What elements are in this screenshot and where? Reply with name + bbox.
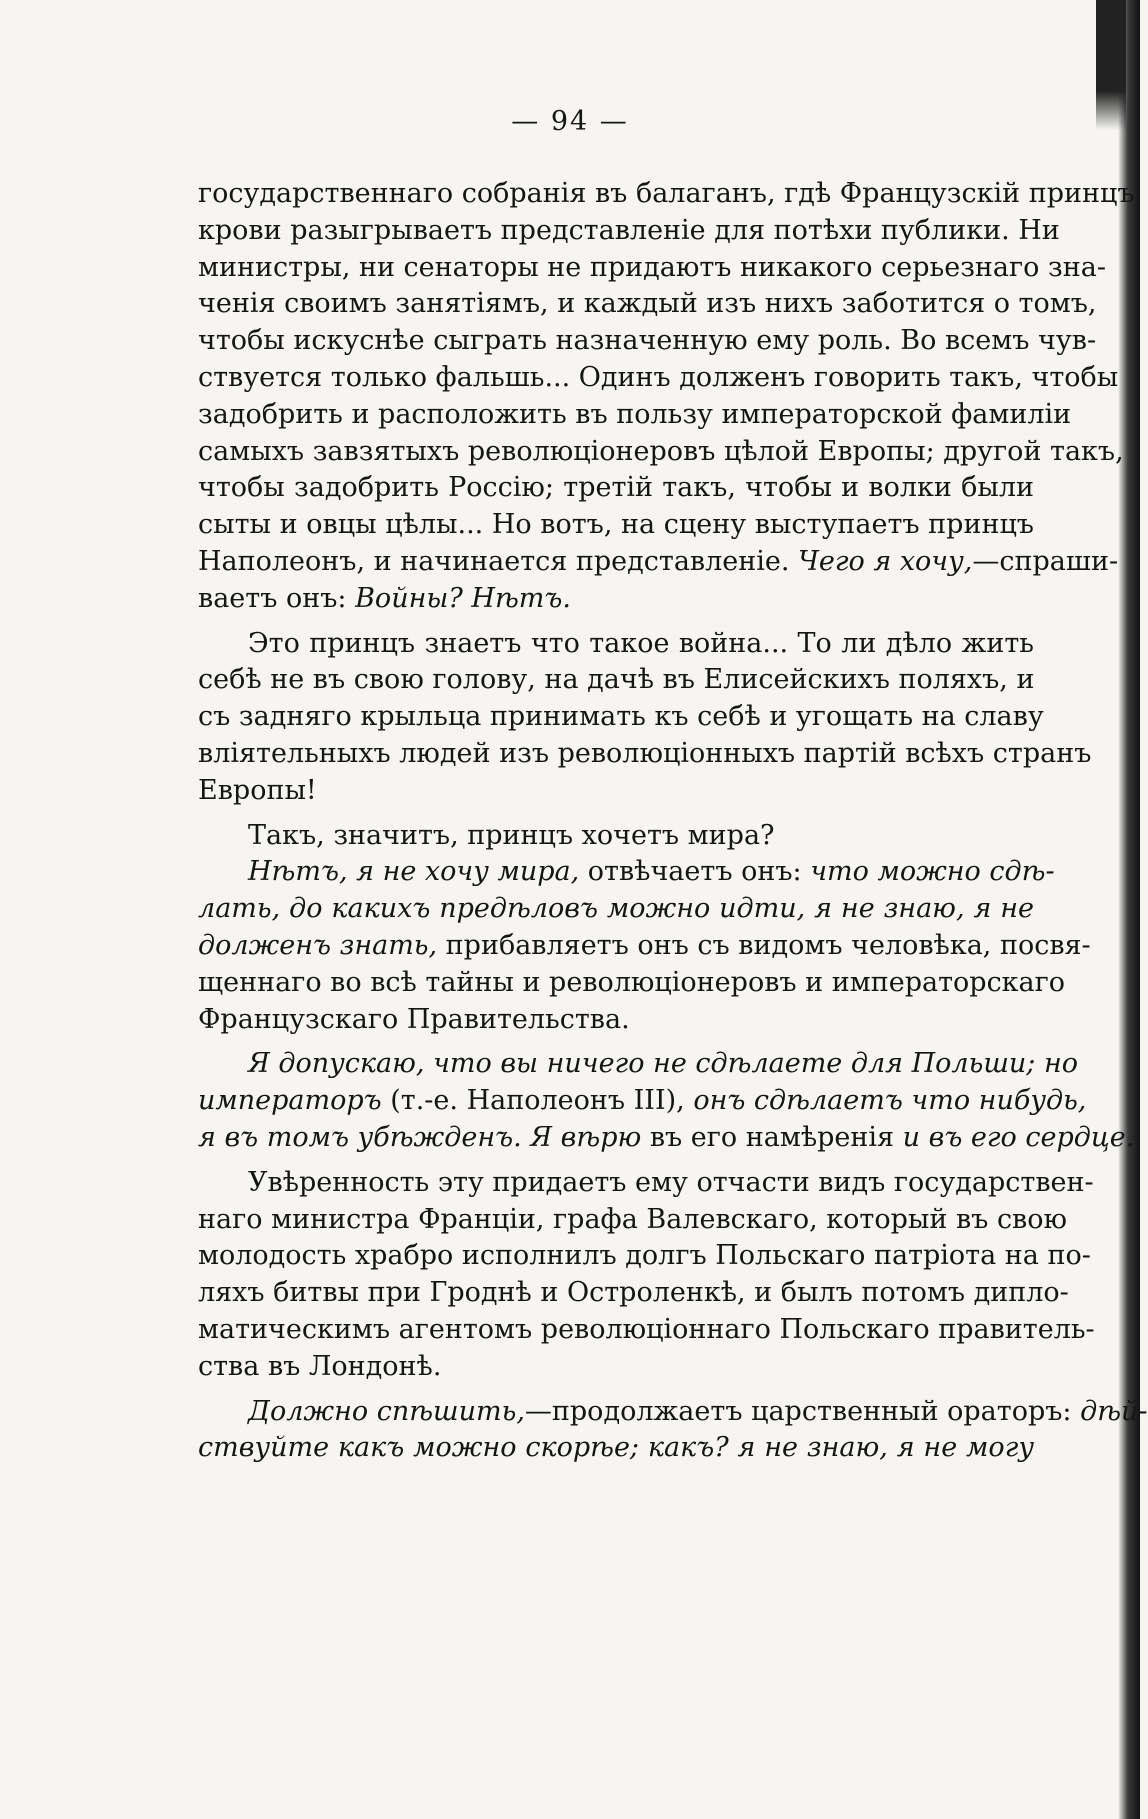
text-line: себѣ не въ свою голову, на дачѣ въ Елисейскихъ поляхъ, и [198,664,1035,696]
text-line: Нѣтъ, я не хочу мира, отвѣчаетъ онъ: что можно сдѣ- [248,856,1055,888]
text-line: крови разыгрываетъ представленіе для потѣхи публики. Ни [198,214,1060,246]
text-line: самыхъ завзятыхъ революціонеровъ цѣлой Европы; другой такъ, [198,435,1124,467]
text-line: чтобы искуснѣе сыграть назначенную ему роль. Во всемъ чув- [198,325,1097,357]
text-line: долженъ знать, прибавляетъ онъ съ видомъ человѣка, посвя- [198,929,1091,961]
text-line: ляхъ битвы при Гроднѣ и Остроленкѣ, и былъ потомъ дипло- [198,1277,1069,1309]
text-line: ваетъ онъ: Войны? Нѣтъ. [198,582,571,614]
text-line: я въ томъ убѣжденъ. Я вѣрю въ его намѣренія и въ его сердце. [198,1121,1135,1153]
text-line: лать, до какихъ предѣловъ можно идти, я не знаю, я не [198,893,1034,925]
text-line: Я допускаю, что вы ничего не сдѣлаете для Польши; но [248,1048,1079,1080]
text-line: ствуется только фальшь... Одинъ долженъ говорить такъ, чтобы [198,361,1119,393]
text-line: ствуйте какъ можно скорѣе; какъ? я не знаю, я не могу [198,1432,1034,1464]
page-edge-shadow [1118,0,1140,1819]
page-number: — 94 — [511,106,629,137]
body-text [198,176,1148,1467]
text-line: императоръ (т.-е. Наполеонъ III), онъ сдѣлаетъ что нибудь, [198,1085,1087,1117]
text-line: Такъ, значитъ, принцъ хочетъ мира? [248,819,775,851]
text-line: наго министра Франціи, графа Валевскаго, который въ свою [198,1203,1068,1235]
text-line: съ задняго крыльца принимать къ себѣ и угощать на славу [198,701,1044,733]
text-line: сыты и овцы цѣлы... Но вотъ, на сцену выступаетъ принцъ [198,509,1034,541]
text-line: задобрить и расположить въ пользу императорской фамиліи [198,398,1072,430]
text-line: матическимъ агентомъ революціоннаго Польскаго правитель- [198,1313,1095,1345]
text-line: щеннаго во всѣ тайны и революціонеровъ и императорскаго [198,966,1066,998]
text-line: вліятельныхъ людей изъ революціонныхъ партій всѣхъ странъ [198,737,1092,769]
text-line: ства въ Лондонѣ. [198,1350,442,1382]
text-line: чтобы задобрить Россію; третій такъ, чтобы и волки были [198,472,1034,504]
text-line: государственнаго собранія въ балаганъ, гдѣ Французскій принцъ [198,178,1135,209]
text-line: Европы! [198,774,317,806]
text-line: молодость храбро исполнилъ долгъ Польскаго патріота на по- [198,1240,1091,1272]
text-line: Наполеонъ, и начинается представленіе. Чего я хочу,—спраши- [198,545,1119,577]
text-line: ченія своимъ занятіямъ, и каждый изъ нихъ заботится о томъ, [198,288,1097,320]
text-line: Это принцъ знаетъ что такое война... То ли дѣло жить [248,627,1034,659]
text-line: Французскаго Правительства. [198,1003,630,1035]
text-line: Должно спѣшить,—продолжаетъ царственный ораторъ: дѣй- [248,1395,1148,1427]
text-line: министры, ни сенаторы не придаютъ никакого серьезнаго зна- [198,251,1106,283]
text-line: Увѣренность эту придаетъ ему отчасти видъ государствен- [248,1166,1094,1198]
